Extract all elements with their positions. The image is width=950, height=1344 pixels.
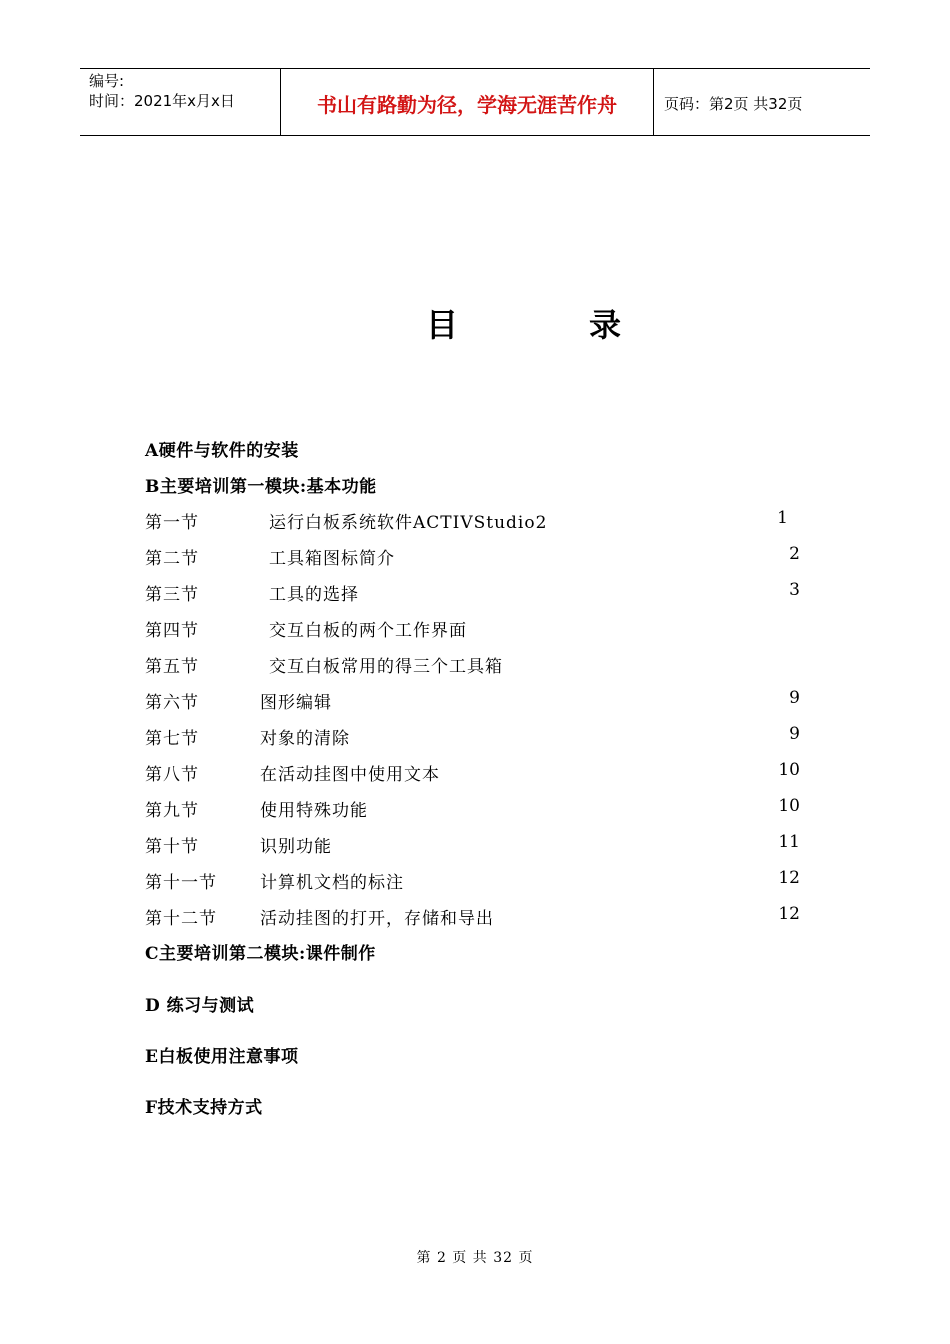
toc-section-d[interactable]: D 练习与测试 xyxy=(145,996,255,1016)
toc-entry[interactable] xyxy=(145,832,800,858)
page-footer: 第 2 页 共 32 页 xyxy=(416,1250,534,1266)
toc-entry[interactable] xyxy=(145,652,800,678)
toc-entry-page: 12 xyxy=(778,868,800,888)
toc-entry-page: 10 xyxy=(778,760,800,780)
toc-entry[interactable] xyxy=(145,688,800,714)
toc-entry[interactable] xyxy=(145,616,800,642)
toc-section-c[interactable]: C主要培训第二模块:课件制作 xyxy=(145,944,376,964)
header-meta xyxy=(80,69,281,135)
toc-entry[interactable] xyxy=(145,868,800,894)
toc-entry-page: 10 xyxy=(778,796,800,816)
toc-entry-number: 第十一节 xyxy=(145,873,217,893)
toc-entry-number: 第十二节 xyxy=(145,909,217,929)
toc-entry-title: 图形编辑 xyxy=(260,693,332,713)
toc-entry-title: 运行白板系统软件ACTIVStudio2 xyxy=(269,513,548,533)
toc-entry-title: 工具的选择 xyxy=(269,585,359,605)
toc-entry[interactable] xyxy=(145,904,800,930)
toc-entry[interactable] xyxy=(145,724,800,750)
toc-entry-page: 9 xyxy=(789,688,800,708)
toc-entry-title: 活动挂图的打开，存储和导出 xyxy=(260,909,494,929)
toc-entry-title: 在活动挂图中使用文本 xyxy=(260,765,440,785)
toc-entry-number: 第三节 xyxy=(145,585,199,605)
toc-entry[interactable] xyxy=(145,796,800,822)
toc-entry[interactable] xyxy=(145,760,800,786)
header-page-info: 页码：第2页 共32页 xyxy=(664,94,803,113)
document-header xyxy=(80,68,870,136)
toc-entry-title: 交互白板的两个工作界面 xyxy=(269,621,467,641)
toc-entry-number: 第五节 xyxy=(145,657,199,677)
time-label: 时间：2021年x月x日 xyxy=(89,92,235,110)
toc-entry-page: 1 xyxy=(777,508,788,528)
toc-entry-title: 工具箱图标简介 xyxy=(269,549,395,569)
title-char-1: 目 xyxy=(426,306,459,344)
toc-entry-page: 11 xyxy=(778,832,800,852)
toc-entry[interactable] xyxy=(145,580,800,606)
number-label: 编号: xyxy=(89,72,125,90)
toc-entry-number: 第七节 xyxy=(145,729,199,749)
toc-section-f[interactable]: F技术支持方式 xyxy=(145,1098,263,1118)
toc-entry-title: 对象的清除 xyxy=(260,729,350,749)
toc-entry-number: 第二节 xyxy=(145,549,199,569)
toc-entry-page: 2 xyxy=(789,544,800,564)
header-motto: 书山有路勤为径，学海无涯苦作舟 xyxy=(281,69,654,135)
toc-entry[interactable] xyxy=(145,544,800,570)
title-char-2: 录 xyxy=(589,306,622,344)
toc-entry-page: 3 xyxy=(789,580,800,600)
toc-section-a[interactable]: A硬件与软件的安装 xyxy=(145,441,299,461)
toc-entry-number: 第一节 xyxy=(145,513,199,533)
toc-entry-number: 第八节 xyxy=(145,765,199,785)
toc-entry[interactable] xyxy=(145,508,800,534)
toc-entry-title: 识别功能 xyxy=(260,837,332,857)
toc-section-b[interactable]: B主要培训第一模块:基本功能 xyxy=(145,477,377,497)
toc-entry-number: 第四节 xyxy=(145,621,199,641)
toc-entry-title: 使用特殊功能 xyxy=(260,801,368,821)
toc-entry-page: 9 xyxy=(789,724,800,744)
toc-entry-number: 第九节 xyxy=(145,801,199,821)
toc-entry-number: 第十节 xyxy=(145,837,199,857)
page-title xyxy=(0,300,950,344)
toc-entry-page: 12 xyxy=(778,904,800,924)
toc-entry-title: 计算机文档的标注 xyxy=(260,873,404,893)
toc-entry-title: 交互白板常用的得三个工具箱 xyxy=(269,657,503,677)
toc-entry-number: 第六节 xyxy=(145,693,199,713)
toc-section-e[interactable]: E白板使用注意事项 xyxy=(145,1047,299,1067)
